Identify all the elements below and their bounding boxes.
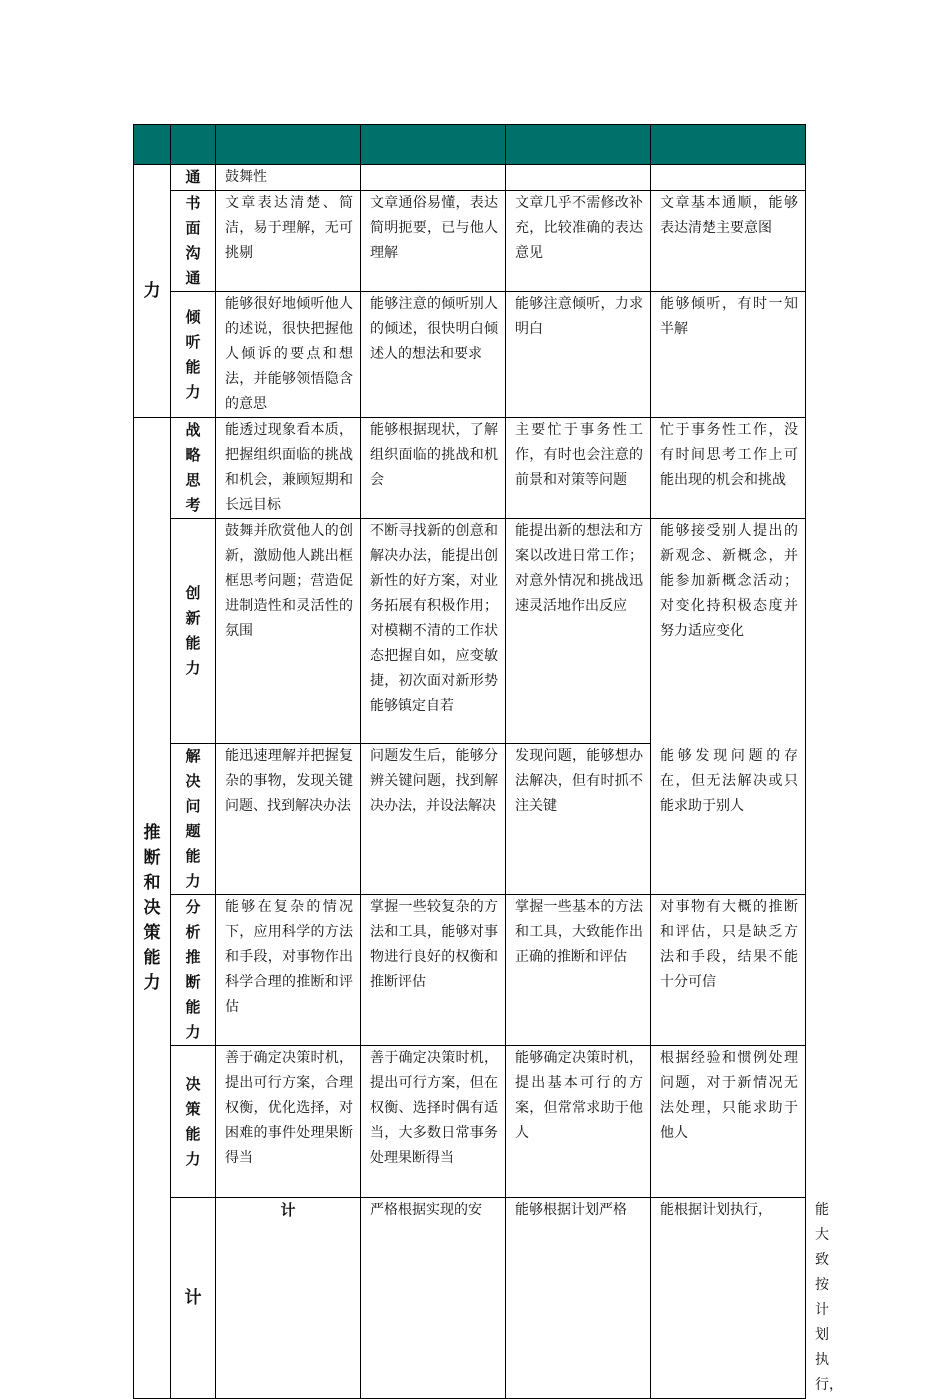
subcategory-cell: 通 xyxy=(171,165,216,191)
level-4-cell: 对事物有大概的推断和评估，只是缺乏方法和手段，结果不能十分可信 xyxy=(651,895,806,1046)
level-4-cell: 忙于事务性工作，没有时间思考工作上可能出现的机会和挑战 xyxy=(651,418,806,519)
table-row xyxy=(134,418,806,519)
category-cell-communication: 力 xyxy=(134,165,171,418)
level-3-cell: 能根据计划执行， xyxy=(651,1198,806,1399)
level-4-cell: 根据经验和惯例处理问题，对于新情况无法处理，只能求助于他人 xyxy=(651,1046,806,1198)
table-row: 计 计 严格根据实现的安 能够根据计划严格 能根据计划执行， 能大致按计划执行， xyxy=(134,1198,806,1399)
level-2-cell: 问题发生后，能够分辨关键问题，找到解决办法，并设法解决 xyxy=(361,744,506,895)
level-2-cell: 不断寻找新的创意和解决办法，能提出创新性的好方案，对业务拓展有积极作用；对模糊不清的工作状态把握自如，应变敏捷，初次面对新形势能够镇定自若 xyxy=(361,519,506,744)
category-cell-plan: 计 xyxy=(171,1198,216,1399)
header-cell xyxy=(216,125,361,165)
header-cell xyxy=(361,125,506,165)
level-1-cell: 能迅速理解并把握复杂的事物，发现关键问题、找到解决办法 xyxy=(216,744,361,895)
table-row xyxy=(134,165,806,191)
competency-table xyxy=(133,124,843,1399)
level-1-cell: 能够在复杂的情况下，应用科学的方法和手段，对事物作出科学合理的推断和评估 xyxy=(216,895,361,1046)
subcategory-cell: 分析推断能力 xyxy=(171,895,216,1046)
table-row xyxy=(134,292,806,418)
level-4-cell xyxy=(651,165,806,191)
level-4-cell: 能够发现问题的存在，但无法解决或只能求助于别人 xyxy=(651,744,806,895)
header-cell xyxy=(171,125,216,165)
level-3-cell: 能够确定决策时机，提出基本可行的方案，但常常求助于他人 xyxy=(506,1046,651,1198)
level-2-cell: 掌握一些较复杂的方法和工具，能够对事物进行良好的权衡和推断评估 xyxy=(361,895,506,1046)
level-1-cell: 严格根据实现的安 xyxy=(361,1198,506,1399)
level-4-cell: 能够接受别人提出的新观念、新概念，并能参加新概念活动；对变化持积极态度并努力适应变化 xyxy=(651,519,806,744)
subcategory-cell: 战略思考 xyxy=(171,418,216,519)
level-1-cell: 鼓舞并欣赏他人的创新，激励他人跳出框框思考问题；营造促进制造性和灵活性的氛围 xyxy=(216,519,361,744)
subcategory-cell: 书面沟通 xyxy=(171,191,216,292)
table-header-row xyxy=(134,125,806,165)
category-cell-reasoning: 推断和决策能力 xyxy=(134,418,171,1399)
level-1-cell: 鼓舞性 xyxy=(216,165,361,191)
level-3-cell: 掌握一些基本的方法和工具，大致能作出正确的推断和评估 xyxy=(506,895,651,1046)
table-row xyxy=(134,1046,806,1198)
header-cell xyxy=(651,125,806,165)
subcategory-cell: 决策能力 xyxy=(171,1046,216,1198)
level-1-cell: 善于确定决策时机，提出可行方案，合理权衡，优化选择，对困难的事件处理果断得当 xyxy=(216,1046,361,1198)
table-row xyxy=(134,519,806,744)
header-cell xyxy=(134,125,171,165)
level-2-cell: 文章通俗易懂，表达简明扼要，已与他人理解 xyxy=(361,191,506,292)
level-1-cell: 能够很好地倾听他人的述说，很快把握他人倾诉的要点和想法，并能够领悟隐含的意思 xyxy=(216,292,361,418)
level-3-cell xyxy=(506,165,651,191)
level-3-cell: 能够注意倾听，力求明白 xyxy=(506,292,651,418)
table-row xyxy=(134,744,806,895)
level-1-cell: 文章表达清楚、简洁，易于理解，无可挑剔 xyxy=(216,191,361,292)
table-row xyxy=(134,895,806,1046)
level-4-cell: 文章基本通顺，能够表达清楚主要意图 xyxy=(651,191,806,292)
header-cell xyxy=(506,125,651,165)
level-3-cell: 能提出新的想法和方案以改进日常工作；对意外情况和挑战迅速灵活地作出反应 xyxy=(506,519,651,744)
level-3-cell: 文章几乎不需修改补充，比较准确的表达意见 xyxy=(506,191,651,292)
level-2-cell: 能够注意的倾听别人的倾述，很快明白倾述人的想法和要求 xyxy=(361,292,506,418)
subcategory-cell: 计 xyxy=(216,1198,361,1399)
level-2-cell: 能够根据计划严格 xyxy=(506,1198,651,1399)
level-2-cell: 能够根据现状，了解组织面临的挑战和机会 xyxy=(361,418,506,519)
table-row xyxy=(134,191,806,292)
subcategory-cell: 创新能力 xyxy=(171,519,216,744)
subcategory-cell: 倾听能力 xyxy=(171,292,216,418)
level-4-cell: 能够倾听，有时一知半解 xyxy=(651,292,806,418)
level-3-cell: 主要忙于事务性工作，有时也会注意的前景和对策等问题 xyxy=(506,418,651,519)
level-3-cell: 发现问题，能够想办法解决，但有时抓不注关键 xyxy=(506,744,651,895)
subcategory-cell: 解决问题能力 xyxy=(171,744,216,895)
level-2-cell xyxy=(361,165,506,191)
level-1-cell: 能透过现象看本质，把握组织面临的挑战和机会，兼顾短期和长远目标 xyxy=(216,418,361,519)
level-2-cell: 善于确定决策时机，提出可行方案，但在权衡、选择时偶有适当，大多数日常事务处理果断得当 xyxy=(361,1046,506,1198)
